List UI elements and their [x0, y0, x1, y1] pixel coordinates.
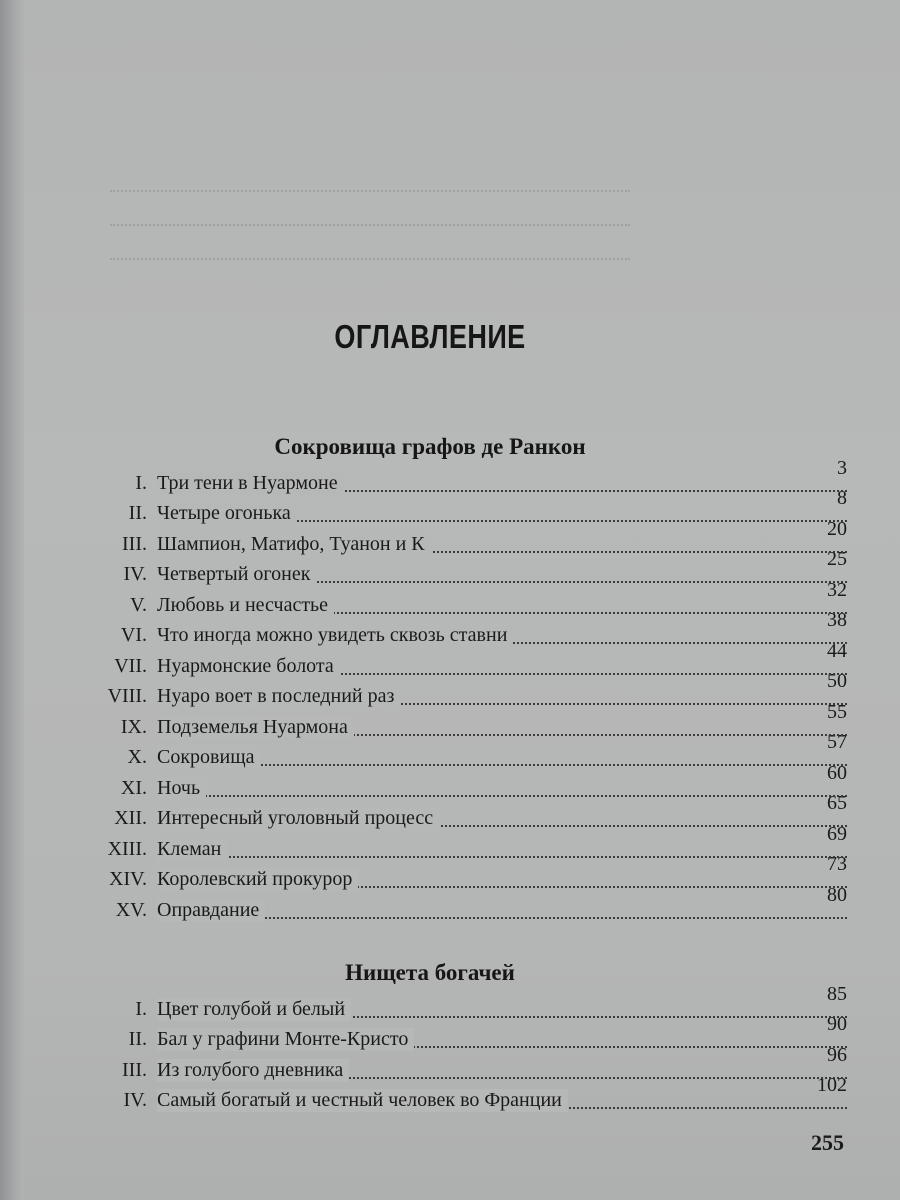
chapter-number: III.	[122, 532, 147, 555]
chapter-number: X.	[127, 746, 147, 768]
chapter-title: Ночь	[157, 777, 206, 800]
show-through-lines	[110, 190, 630, 292]
dot-leader	[157, 795, 847, 797]
toc-entry	[95, 792, 847, 835]
chapter-number: IV.	[123, 1089, 147, 1111]
toc-entry	[95, 883, 847, 926]
toc-entry	[95, 731, 847, 774]
chapter-title: Подземелья Нуармона	[157, 716, 354, 739]
chapter-page-number: 55	[827, 700, 847, 723]
chapter-number: III.	[122, 1058, 147, 1081]
chapter-page-number: 96	[827, 1043, 847, 1066]
chapter-page-number: 38	[827, 609, 847, 631]
chapter-title: Три тени в Нуармоне	[157, 472, 344, 495]
chapter-number: XV.	[115, 898, 147, 921]
chapter-number: XIV.	[109, 868, 147, 890]
chapter-number: I.	[135, 997, 147, 1020]
chapter-page-number: 90	[827, 1013, 847, 1035]
chapter-number: I.	[135, 471, 147, 494]
chapter-number: V.	[130, 593, 147, 616]
chapter-title: Нуармонские болота	[157, 655, 340, 678]
toc-entry	[95, 1074, 847, 1117]
toc-entry	[95, 761, 847, 804]
toc-entry	[95, 700, 847, 743]
chapter-title: Четвертый огонек	[157, 563, 316, 586]
chapter-page-number: 102	[817, 1074, 847, 1096]
toc-entry	[95, 578, 847, 621]
chapter-page-number: 3	[837, 456, 847, 479]
toc-section-2	[95, 982, 847, 1116]
toc-entry	[95, 822, 847, 865]
chapter-number: II.	[128, 1028, 147, 1050]
chapter-number: II.	[128, 502, 147, 524]
toc-entry	[95, 609, 847, 652]
chapter-title: Бал у графини Монте-Кристо	[157, 1028, 414, 1051]
dot-leader	[157, 764, 847, 766]
toc-entry	[95, 487, 847, 530]
chapter-number: XI.	[120, 776, 147, 799]
chapter-number: VIII.	[107, 685, 147, 707]
chapter-title: Из голубого дневника	[157, 1059, 349, 1082]
section-title-1: Сокровища графов де Ранкон	[274, 434, 586, 459]
toc-entry	[95, 548, 847, 591]
chapter-page-number: 60	[827, 761, 847, 784]
toc-entry	[95, 670, 847, 713]
chapter-number: VII.	[114, 654, 147, 677]
chapter-page-number: 32	[827, 578, 847, 601]
chapter-number: IV.	[123, 563, 147, 585]
chapter-page-number: 25	[827, 548, 847, 570]
toc-entry	[95, 1043, 847, 1086]
toc-entry	[95, 456, 847, 499]
chapter-title: Четыре огонька	[157, 502, 297, 525]
page-number: 255	[811, 1130, 844, 1155]
chapter-title: Сокровища	[157, 746, 260, 769]
chapter-title: Королевский прокурор	[157, 868, 358, 891]
toc-section-1	[95, 456, 847, 926]
toc-entry	[95, 517, 847, 560]
dot-leader	[157, 856, 847, 858]
toc-entry	[95, 1013, 847, 1056]
chapter-page-number: 80	[827, 883, 847, 906]
section-title-2: Нищета богачей	[345, 960, 515, 985]
chapter-number: XII.	[114, 807, 147, 829]
chapter-title: Клеман	[157, 838, 227, 861]
chapter-page-number: 57	[827, 731, 847, 753]
chapter-page-number: 85	[827, 982, 847, 1005]
chapter-page-number: 44	[827, 639, 847, 662]
chapter-page-number: 8	[837, 487, 847, 509]
chapter-title: Любовь и несчастье	[157, 594, 334, 617]
chapter-number: VI.	[120, 624, 147, 646]
chapter-title: Оправдание	[157, 899, 265, 922]
chapter-number: XIII.	[107, 837, 147, 860]
toc-entry	[95, 853, 847, 896]
chapter-page-number: 50	[827, 670, 847, 692]
chapter-title: Что иногда можно увидеть сквозь ставни	[157, 624, 513, 647]
chapter-title: Шампион, Матифо, Туанон и К	[157, 533, 431, 556]
page-title: ОГЛАВЛЕНИЕ	[334, 318, 526, 355]
chapter-page-number: 73	[827, 853, 847, 875]
toc-entry	[95, 982, 847, 1025]
chapter-title: Цвет голубой и белый	[157, 998, 351, 1021]
chapter-page-number: 20	[827, 517, 847, 540]
chapter-number: IX.	[120, 715, 147, 738]
chapter-title: Интересный уголовный процесс	[157, 807, 439, 830]
chapter-page-number: 65	[827, 792, 847, 814]
chapter-title: Нуаро воет в последний раз	[157, 685, 400, 708]
chapter-page-number: 69	[827, 822, 847, 845]
toc-entry	[95, 639, 847, 682]
chapter-title: Самый богатый и честный человек во Франции	[157, 1089, 568, 1112]
page-spine-shadow	[0, 0, 24, 1200]
